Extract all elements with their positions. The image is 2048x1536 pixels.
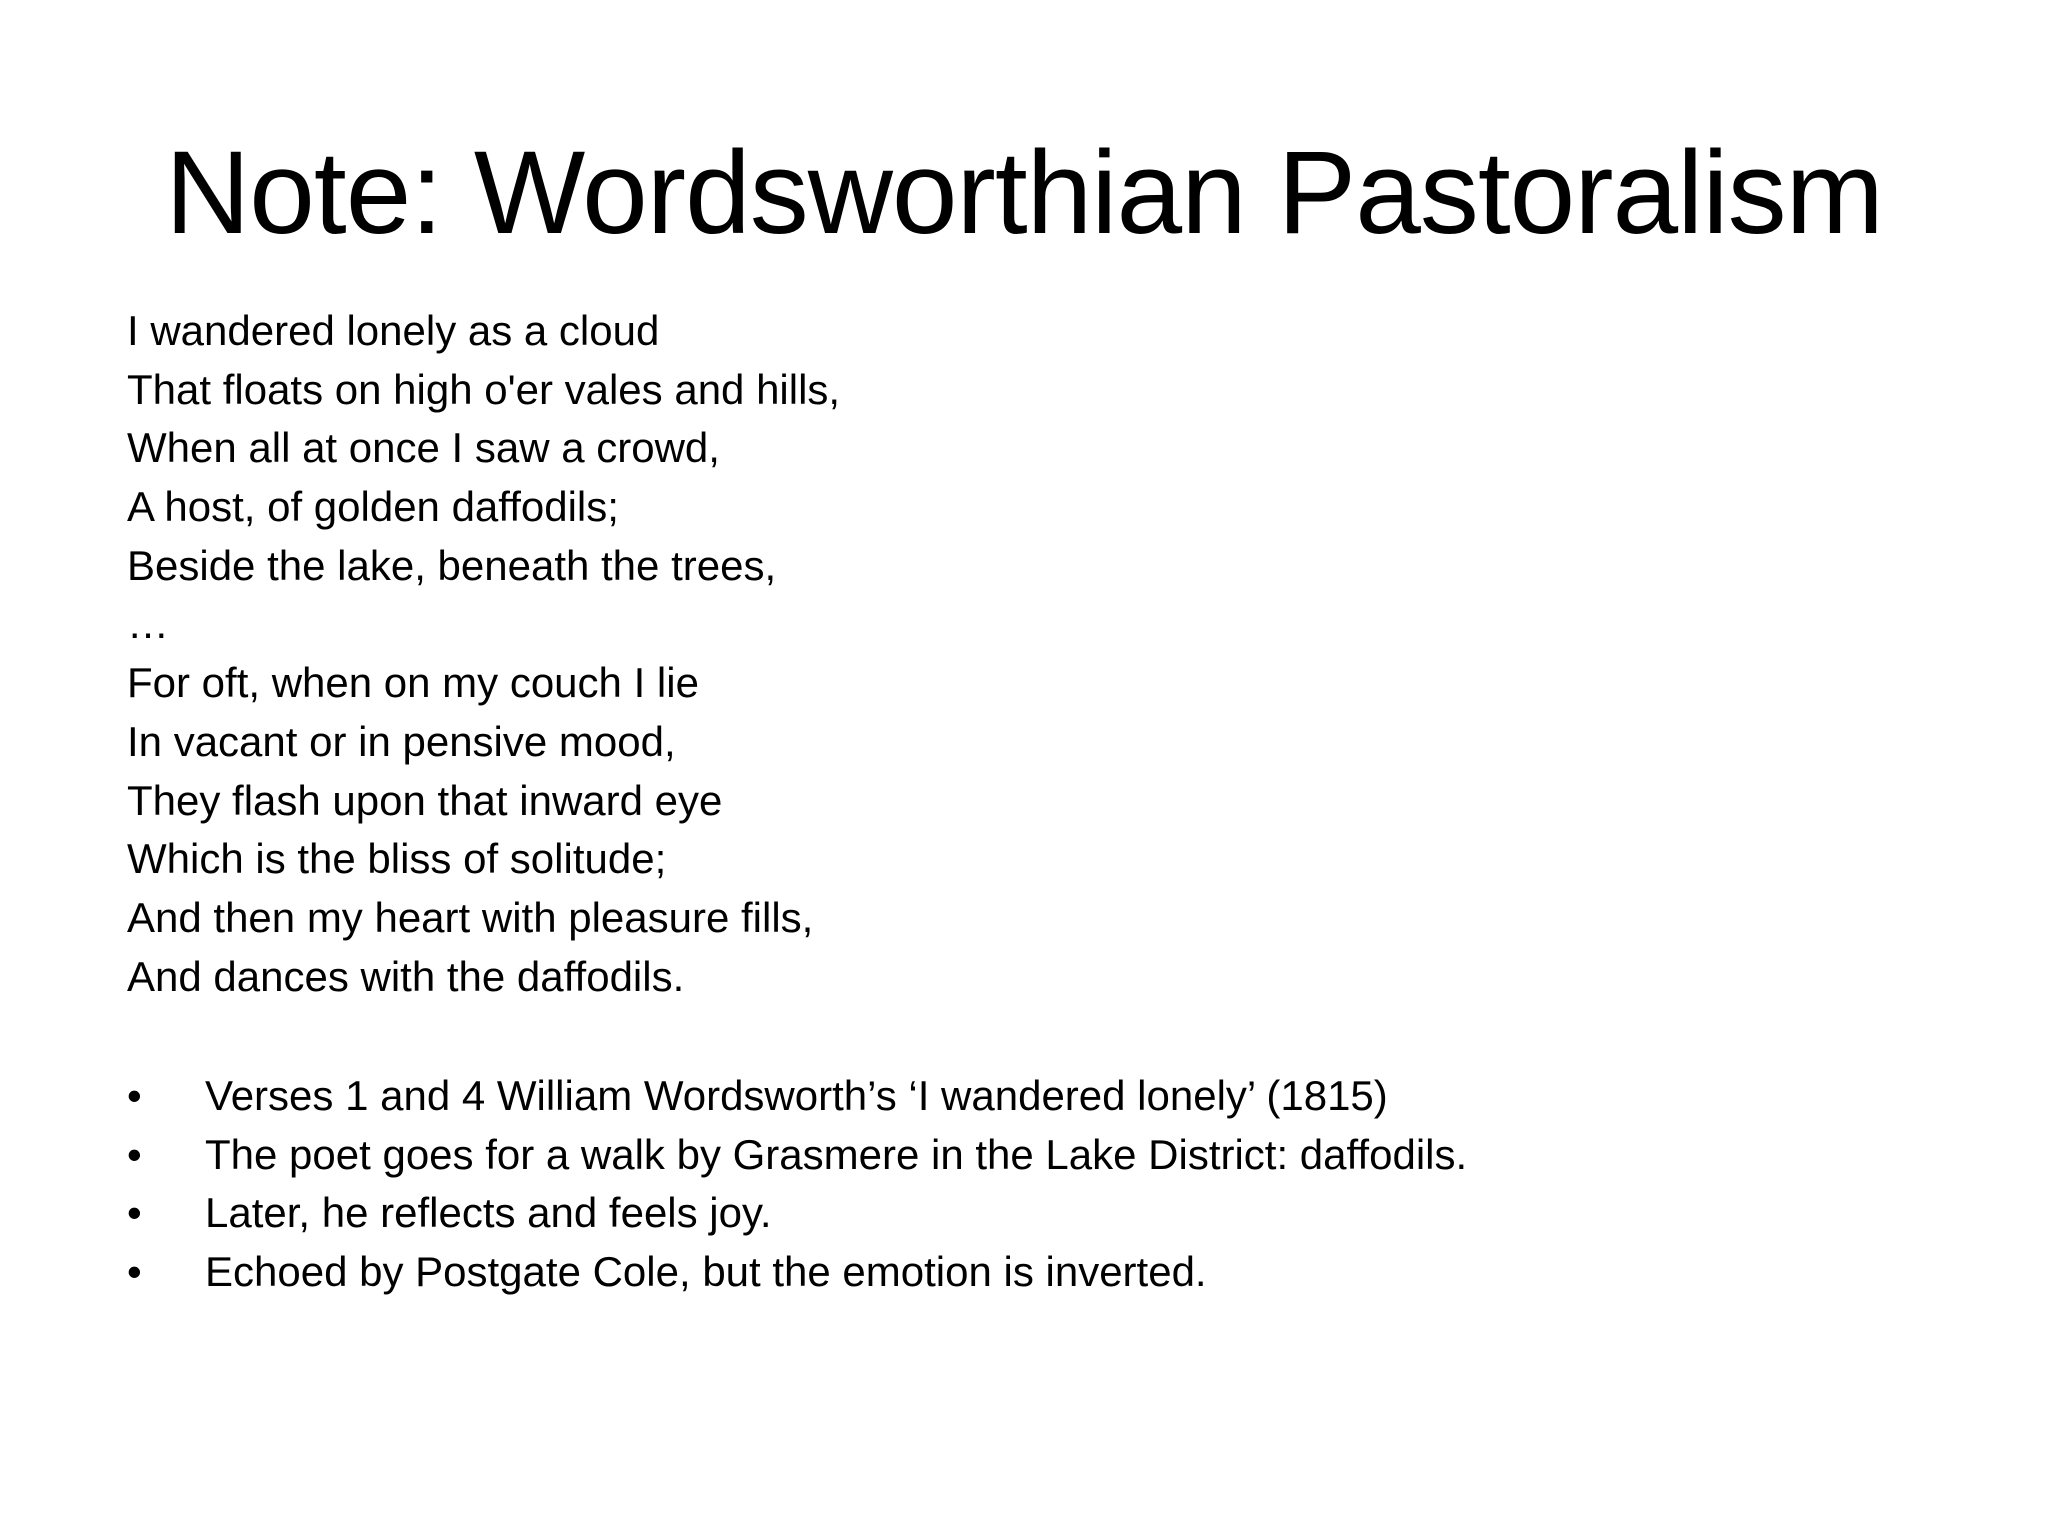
bullet-text: Verses 1 and 4 William Wordsworth’s ‘I wandered lonely’ (1815)	[205, 1072, 1388, 1119]
poem-line: I wandered lonely as a cloud	[127, 307, 660, 354]
poem-excerpt	[127, 302, 840, 1006]
poem-line: Beside the lake, beneath the trees,	[127, 541, 777, 589]
slide-title: Note: Wordsworthian Pastoralism	[165, 127, 1883, 259]
bullet-icon: •	[127, 1072, 142, 1119]
poem-line: A host, of golden daffodils;	[127, 483, 619, 531]
poem-line: For oft, when on my couch I lie	[127, 659, 699, 707]
bullet-text: Echoed by Postgate Cole, but the emotion is inverted.	[205, 1248, 1207, 1296]
bullet-item	[127, 1067, 1467, 1126]
bullet-icon: •	[127, 1189, 142, 1237]
poem-line: They flash upon that inward eye	[127, 776, 723, 824]
poem-ellipsis: …	[127, 600, 169, 648]
poem-line: When all at once I saw a crowd,	[127, 424, 720, 472]
bullet-text: The poet goes for a walk by Grasmere in the Lake District: daffodils.	[205, 1130, 1468, 1178]
bullet-text: Later, he reflects and feels joy.	[205, 1189, 772, 1237]
bullet-item	[127, 1184, 1467, 1243]
bullet-item	[127, 1126, 1467, 1185]
poem-line: And dances with the daffodils.	[127, 952, 685, 1000]
poem-line: And then my heart with pleasure fills,	[127, 893, 814, 941]
poem-line: In vacant or in pensive mood,	[127, 717, 676, 765]
poem-line: That floats on high o'er vales and hills,	[127, 365, 841, 413]
bullet-icon: •	[127, 1130, 142, 1178]
poem-line: Which is the bliss of solitude;	[127, 835, 667, 883]
notes-bullet-list	[127, 1067, 1467, 1302]
bullet-item	[127, 1243, 1467, 1302]
bullet-icon: •	[127, 1248, 142, 1296]
